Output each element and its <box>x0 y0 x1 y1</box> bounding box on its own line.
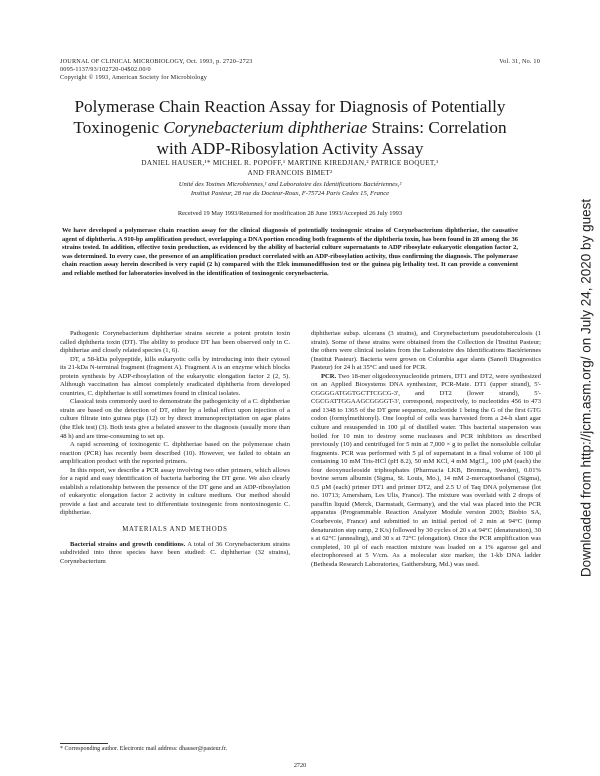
left-column <box>60 330 290 566</box>
author-list <box>40 158 540 178</box>
right-column <box>311 330 541 569</box>
left-paragraph-5: In this report, we describe a PCR assay involving two other primers, which allows for a rapid and easy identification of bacteria harboring the DT gene. We also clearly establish a relationship between the presence of the DT gene and an ADP-ribosylation of eukaryotic elongation factor 2 activity in culture medium. Our method should provide a fast and accurate test to differentiate toxinogenic from nontoxinogenic C. diphtheriae. <box>60 466 290 517</box>
title-line-3: with ADP-Ribosylation Activity Assay <box>156 139 424 158</box>
left-paragraph-6 <box>60 541 290 567</box>
affiliation <box>40 180 540 198</box>
footnote: * Corresponding author. Electronic mail address: dhauser@pasteur.fr. <box>60 746 227 752</box>
journal-citation: JOURNAL OF CLINICAL MICROBIOLOGY, Oct. 1993, p. 2720–2723 <box>60 58 253 65</box>
copyright-line: Copyright © 1993, American Society for Microbiology <box>60 74 208 81</box>
title-line-2-post: Strains: Correlation <box>367 118 507 137</box>
left-paragraph-1: Pathogenic Corynebacterium diphtheriae strains secrete a potent protein toxin called diphtheria toxin (DT). The ability to produce DT has been observed only in C. diphtheriae and closely related species (1, 6). <box>60 330 290 355</box>
abstract: We have developed a polymerase chain reaction assay for the clinical diagnosis of potentially toxinogenic strains of Corynebacterium diphtheriae, the causative agent of diphtheria. A 910-bp amplification product, overlapping a DNA portion encoding both fragments of the diphtheria toxin, has been found in 28 among the 36 strains tested. In addition, effective toxin production, as evidenced by the ability of bacterial culture supernatants to ADP ribosylate eukaryotic elongation factor 2, was determined. In every case, the presence of an amplification product correlated with an ADP-ribosylation activity, thus confirming the diagnosis. The polymerase chain reaction assay herein described is very rapid (2 h) compared with the Elek immunodiffusion test or the guinea pig lethality test. It can provide a convenient and reliable method for laboratories involved in the identification of toxinogenic corynebacteria. <box>62 227 518 277</box>
left-paragraph-2: DT, a 58-kDa polypeptide, kills eukaryotic cells by introducing into their cytosol its 21-kDa N-terminal fragment (fragment A). Fragment A is an enzyme which blocks protein synthesis by ADP-ribosylation of the eukaryotic elongation factor 2 (2, 5). Although vaccination has almost completely eradicated diphtheria from developed countries, C. diphtheriae is still sometimes found in clinical isolates. <box>60 355 290 397</box>
paragraph-lead-strains: Bacterial strains and growth conditions. <box>70 540 186 548</box>
received-dates: Received 19 May 1993/Returned for modification 28 June 1993/Accepted 26 July 1993 <box>177 210 403 217</box>
paragraph-lead-pcr: PCR. <box>321 372 337 380</box>
title-line-2-pre: Toxinogenic <box>73 118 164 137</box>
issn-line: 0095-1137/93/102720-04$02.00/0 <box>60 66 151 73</box>
volume-info: Vol. 31, No. 10 <box>499 58 540 65</box>
affiliation-line-2: Institut Pasteur, 28 rue du Docteur-Roux, F-75724 Paris Cedex 15, France <box>190 190 390 197</box>
affiliation-line-1: Unité des Toxines Microbiennes,¹ and Laboratoire des Identifications Bactériennes,² <box>178 181 402 188</box>
article-title <box>40 96 540 159</box>
title-line-2 <box>40 117 540 138</box>
title-line-1: Polymerase Chain Reaction Assay for Diagnosis of Potentially <box>74 97 506 116</box>
left-paragraph-4: A rapid screening of toxinogenic C. diphtheriae based on the polymerase chain reaction (PCR) has recently been described (10). However, we failed to obtain an amplification product with the reported primers. <box>60 441 290 466</box>
authors-line-2: AND FRANCOIS BIMET² <box>247 169 333 177</box>
authors-line-1: DANIEL HAUSER,¹* MICHEL R. POPOFF,¹ MARTINE KIREDJIAN,² PATRICE BOQUET,¹ <box>141 159 439 167</box>
right-paragraph-1: diphtheriae subsp. ulcerans (3 strains), and Corynebacterium pseudotuberculosis (1 strain). Some of these strains were obtained from the Collection de l'Institut Pasteur; the others were clinical isolates from the Laboratoire des Identifications Bactériennes (Institut Pasteur). Bacteria were grown on Columbia agar slants (Sanofi Diagnostics Pasteur) for 24 h at 35°C and used for PCR. <box>311 330 541 372</box>
download-watermark[interactable]: Downloaded from http://jcm.asm.org/ on July 24, 2020 by guest <box>578 198 594 578</box>
section-heading-methods: MATERIALS AND METHODS <box>122 526 228 534</box>
title-species: Corynebacterium diphtheriae <box>163 118 368 137</box>
right-paragraph-2-body: Two 18-mer oligodeoxynucleotide primers, DT1 and DT2, were synthesized on an Applied Biosystems DNA synthesizer, PCR-Mate. DT1 (upper strand), 5'-CGGGGATGGTGCTTCGCG-3', and DT2 (lower strand), 5'-CGCGATTGGAAGCGGGGT-3', correspond, respectively, to nucleotides 456 to 473 and 1348 to 1365 of the DT gene sequence, nucleotide 1 being the G of the first GTG codon (formylmethionyl). One loopful of cells was harvested from a 24-h slant agar culture and resuspended in 100 µl of distilled water. This bacterial suspension was boiled for 10 min to destroy some nucleases and PCR inhibitors as described previously (10) and centrifuged for 5 min at 7,000 × g to pellet the nonsoluble cellular fragments. PCR was performed with 5 µl of supernatant in a final volume of 100 µl containing 10 mM Tris-HCl (pH 8.2), 50 mM KCl, 4 mM MgCl₂, 100 µM (each) the four deoxynucleoside triphosphates (Pharmacia LKB, Bromma, Sweden), 0.01% bovine serum albumin (Sigma, St. Louis, Mo.), 14 mM 2-mercaptoethanol (Sigma), 0.5 µM (each) primer DT1 and primer DT2, and 2.5 U of Taq DNA polymerase (lot no. 10713; Amersham, Les Ulis, France). The mixture was overlaid with 2 drops of paraffin liquid (Merck, Darmstadt, Germany), and the vial was placed into the PCR apparatus (Programmable Reaction Analyzer Module version 2003; Biobio SA, Courbevoie, France) and submitted to an initial period of 2 min at 94°C (temp denaturation step ramp, 2 K/s) followed by 30 cycles of 20 s at 94°C (denaturation), 30 s at 62°C (annealing), and 30 s at 72°C (elongation). Once the PCR amplification was completed, 10 µl of each reaction mixture was loaded on a 1% agarose gel and electrophoresed at 5 V/cm. As a molecular size marker, the 1-kb DNA ladder (Bethesda Research Laboratories, Gaithersburg, Md.) was used. <box>311 372 541 568</box>
footnote-rule <box>60 743 108 744</box>
journal-header <box>60 58 253 82</box>
left-paragraph-6-body: A total of 36 Corynebacterium strains subdivided into three species have been studied: C. diphtheriae (32 strains), Corynebacterium <box>60 540 291 565</box>
page-number: 2720 <box>293 762 307 769</box>
left-paragraph-3: Classical tests commonly used to demonstrate the pathogenicity of a C. diphtheriae strain are based on the detection of DT, either by a lethal effect upon injection of a culture filtrate into guinea pigs (12) or by direct immunoprecipitation on agar plates (the Elek test) (3). Both tests give a belated answer to the diagnosis (usually more than 48 h) and are time-consuming to set up. <box>60 398 290 440</box>
right-paragraph-2 <box>311 373 541 570</box>
